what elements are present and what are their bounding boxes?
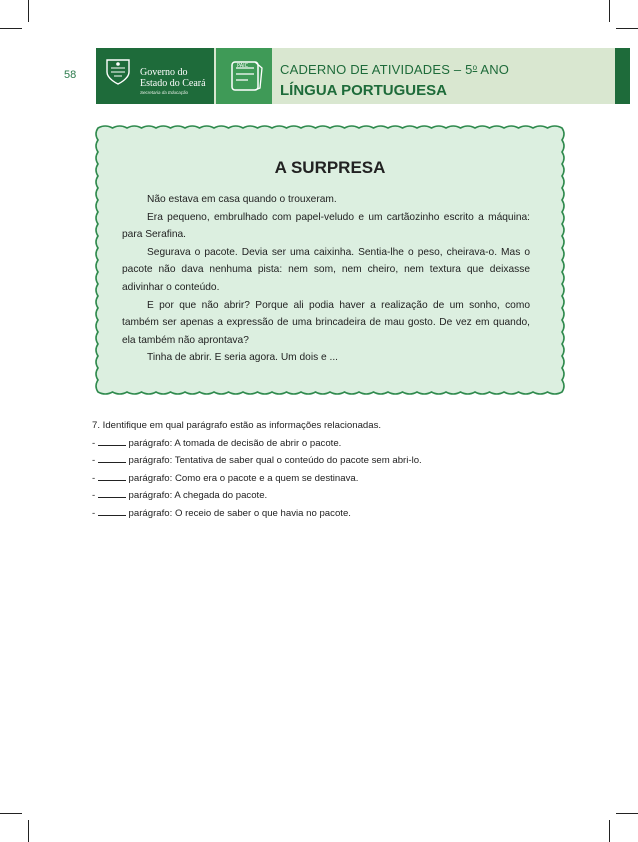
item-text: parágrafo: O receio de saber o que havia no pacote. [125, 507, 351, 519]
government-line2: Estado do Ceará [140, 78, 206, 89]
answer-blank[interactable] [98, 437, 126, 446]
notebook-title [280, 62, 509, 77]
government-line1: Governo do [140, 67, 188, 78]
story-paragraph-4: E por que não abrir? Porque ali podia haver a realização de um sonho, como também ser apenas a expressão de uma brincadeira de mau gosto. De vez em quando, ela também não aprontava? [122, 299, 530, 346]
item-prefix: - [92, 472, 98, 484]
notebook-title-text: CADERNO DE ATIVIDADES – 5 [280, 62, 473, 77]
answer-blank[interactable] [98, 454, 126, 463]
item-text: parágrafo: A chegada do pacote. [125, 490, 268, 502]
crop-mark [609, 0, 610, 22]
exercise-item [92, 435, 532, 453]
story-body [122, 191, 530, 367]
item-prefix: - [92, 437, 98, 449]
exercise-item [92, 505, 532, 523]
item-text: parágrafo: Tentativa de saber qual o conteúdo do pacote sem abri-lo. [125, 455, 422, 467]
exercise [92, 417, 532, 523]
story-paragraph-1: Não estava em casa quando o trouxeram. [147, 194, 337, 205]
ordinal-indicator: o [472, 63, 478, 72]
crop-mark [28, 820, 29, 842]
crop-mark [609, 820, 610, 842]
department-name: Secretaria da Educação [140, 90, 189, 95]
page-number: 58 [64, 69, 77, 81]
story-paragraph-3: Segurava o pacote. Devia ser uma caixinha. Sentia-lhe o peso, cheirava-o. Mas o pacote não dava nenhuma pista: nem som, nem cheiro, nem textura que deixasse adivinhar o conteúdo. [122, 246, 530, 293]
answer-blank[interactable] [98, 507, 126, 516]
exercise-item [92, 487, 532, 505]
story-title: A SURPRESA [274, 158, 386, 177]
crop-mark [0, 813, 22, 814]
item-prefix: - [92, 507, 98, 519]
exercise-prompt: 7. Identifique em qual parágrafo estão as informações relacionadas. [92, 420, 382, 431]
item-text: parágrafo: A tomada de decisão de abrir o pacote. [125, 437, 342, 449]
paic-book-logo-icon [226, 58, 266, 94]
header-edge-bar [615, 48, 630, 104]
item-prefix: - [92, 455, 98, 467]
crop-mark [28, 0, 29, 22]
answer-blank[interactable] [98, 472, 126, 481]
government-name [140, 67, 206, 89]
state-seal-icon [103, 56, 133, 86]
item-prefix: - [92, 490, 98, 502]
crop-mark [616, 28, 638, 29]
item-text: parágrafo: Como era o pacote e a quem se destinava. [125, 472, 359, 484]
exercise-item [92, 452, 532, 470]
answer-blank[interactable] [98, 489, 126, 498]
story-paragraph-2: Era pequeno, embrulhado com papel-veludo e um cartãozinho escrito a máquina: para Serafina. [122, 211, 530, 241]
crop-mark [616, 813, 638, 814]
notebook-year: ANO [477, 62, 510, 77]
subject-title: LÍNGUA PORTUGUESA [280, 82, 447, 99]
story-paragraph-5: Tinha de abrir. E seria agora. Um dois e ... [147, 352, 339, 364]
crop-mark [0, 28, 22, 29]
exercise-item [92, 470, 532, 488]
program-logo-text: PAIC [237, 63, 249, 69]
